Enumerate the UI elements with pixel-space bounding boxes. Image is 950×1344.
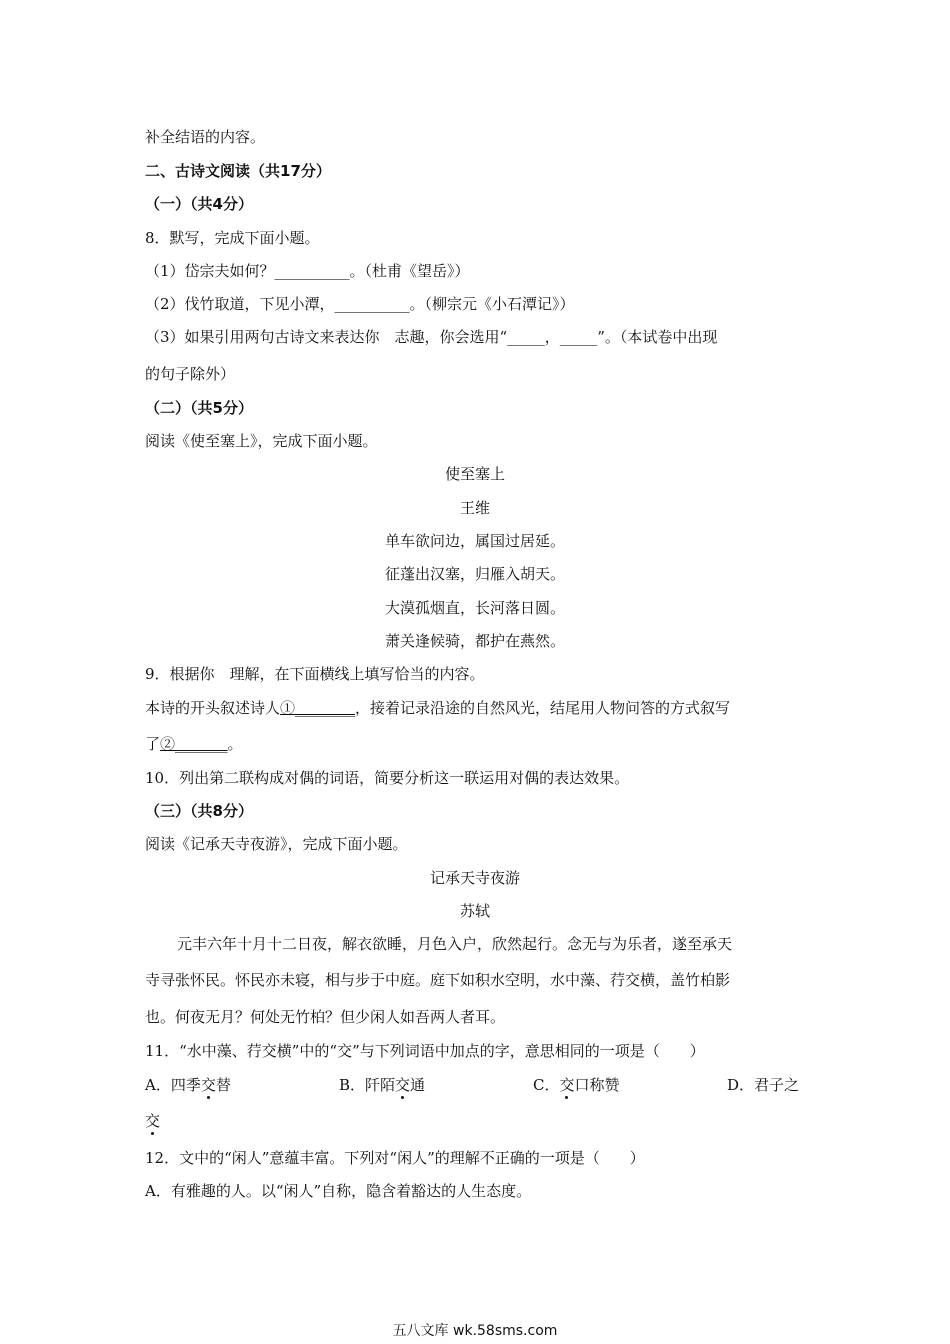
answer-blank-1: ①________ — [280, 699, 356, 717]
poem-line: 单车欲问边，属国过居延。 — [384, 532, 565, 550]
option-text: A．四季 — [145, 1076, 201, 1094]
subsection-heading: （三）（共8分） — [145, 802, 253, 820]
answer-blank-2: ②_______ — [160, 735, 228, 753]
dotted-char: 交 — [200, 1076, 216, 1094]
question-8-item-3-cont: 的句子除外） — [145, 365, 236, 383]
prose-title: 记承天寺夜游 — [429, 869, 520, 887]
question-11: 11．“水中藻、荇交横”中的“交”与下列词语中加点的字，意思相同的一项是（ ） — [145, 1042, 705, 1060]
question-9: 9．根据你 理解，在下面横线上填写恰当的内容。 — [145, 665, 485, 683]
option-b — [339, 1075, 425, 1095]
poem-line: 萧关逢候骑，都护在燕然。 — [384, 632, 565, 650]
question-12-option-a: A．有雅趣的人。以“闲人”自称，隐含着豁达的人生态度。 — [145, 1182, 532, 1200]
text-segment: ，接着记录沿途的自然风光，结尾用人物问答的方式叙写 — [355, 699, 731, 717]
dotted-char: 交 — [395, 1076, 411, 1094]
section-heading: 二、古诗文阅读（共17分） — [145, 162, 331, 180]
option-c — [533, 1075, 620, 1095]
poem-line: 征蓬出汉塞，归雁入胡天。 — [384, 565, 565, 583]
question-8-item-3: （3）如果引用两句古诗文来表达你 志趣，你会选用“_____，_____”。（本试卷中出现 — [145, 328, 718, 346]
text-segment: 本诗的开头叙述诗人 — [145, 699, 281, 717]
option-d-cont — [145, 1111, 160, 1131]
option-text: D．君子之 — [727, 1076, 800, 1094]
dotted-char: 交 — [559, 1076, 575, 1094]
prose-paragraph: 元丰六年十月十二日夜，解衣欲睡，月色入户，欣然起行。念无与为乐者，遂至承天 — [177, 935, 733, 953]
option-a — [145, 1075, 231, 1095]
option-text: B．阡陌 — [339, 1076, 396, 1094]
subsection-heading: （一）（共4分） — [145, 195, 253, 213]
poem-author: 王维 — [459, 499, 490, 517]
question-10: 10．列出第二联构成对偶的词语，简要分析这一联运用对偶的表达效果。 — [145, 769, 630, 787]
option-text: C． — [533, 1076, 560, 1094]
prose-author: 苏轼 — [459, 902, 490, 920]
question-8-item-2: （2）伐竹取道，下见小潭，__________。（柳宗元《小石潭记》） — [145, 295, 575, 313]
text-line: 补全结语的内容。 — [145, 128, 266, 146]
option-text: 口称赞 — [574, 1076, 620, 1094]
question-9-text — [145, 698, 730, 718]
question-9-text-cont — [145, 734, 243, 754]
text-segment: 了 — [145, 735, 161, 753]
prose-paragraph-cont: 寺寻张怀民。怀民亦未寝，相与步于中庭。庭下如积水空明，水中藻、荇交横，盖竹柏影 — [145, 971, 731, 989]
option-text: 通 — [410, 1076, 426, 1094]
option-text: 替 — [215, 1076, 231, 1094]
option-d — [727, 1075, 799, 1095]
reading-instruction: 阅读《使至塞上》，完成下面小题。 — [145, 432, 378, 450]
text-segment: 。 — [227, 735, 243, 753]
poem-title: 使至塞上 — [444, 465, 505, 483]
question-8: 8．默写，完成下面小题。 — [145, 229, 320, 247]
question-12: 12．文中的“闲人”意蕴丰富。下列对“闲人”的理解不正确的一项是（ ） — [145, 1149, 645, 1167]
poem-line: 大漠孤烟直，长河落日圆。 — [384, 599, 565, 617]
footer-watermark: 五八文库 wk.58sms.com — [392, 1323, 558, 1339]
prose-paragraph-cont: 也。何夜无月？何处无竹柏？但少闲人如吾两人者耳。 — [145, 1008, 506, 1026]
reading-instruction: 阅读《记承天寺夜游》，完成下面小题。 — [145, 835, 408, 853]
question-8-item-1: （1）岱宗夫如何？__________。（杜甫《望岳》） — [145, 262, 470, 280]
subsection-heading: （二）（共5分） — [145, 399, 253, 417]
dotted-char: 交 — [145, 1112, 161, 1130]
